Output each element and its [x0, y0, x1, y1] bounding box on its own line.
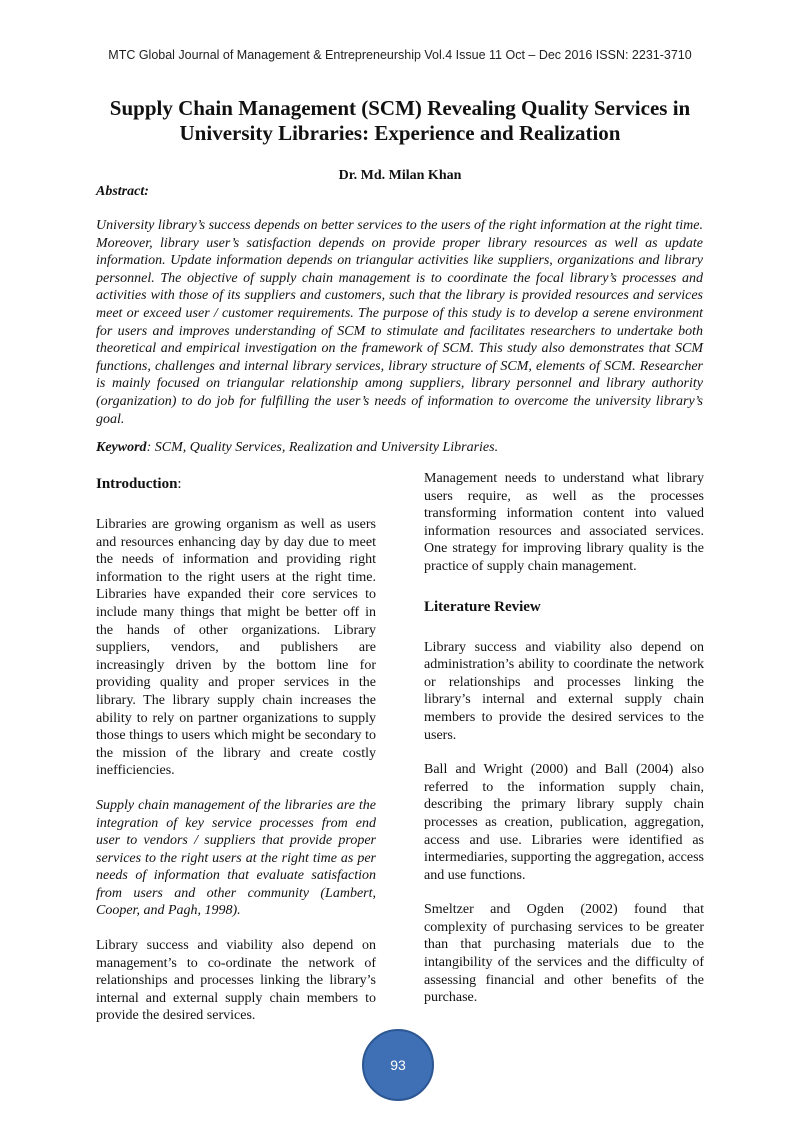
right-paragraph-1: Management needs to understand what library users require, as well as the processes transforming information content into valued information resources and associated services. One strategy for improving library quality is the practice of supply chain management. — [424, 471, 704, 574]
introduction-heading-text: Introduction — [96, 476, 178, 492]
abstract-heading: Abstract: — [96, 184, 149, 199]
literature-paragraph-1: Library success and viability also depend on administration’s ability to coordinate the network or relationships and processes linking the library’s internal and external supply chain members to provide the desired services to the users. — [424, 639, 704, 743]
literature-paragraph-2: Ball and Wright (2000) and Ball (2004) also referred to the information supply chain, describing the primary library supply chain processes as creation, publication, aggregation, access and use. Libraries were identified as intermediaries, supporting the aggregation, access and use functions. — [424, 762, 704, 883]
intro-paragraph-3: Library success and viability also depend on management’s to co-ordinate the network of relationships and processes linking the library’s internal and external supply chain members to provide the desired services. — [96, 938, 376, 1024]
keywords — [96, 439, 703, 457]
intro-paragraph-1: Libraries are growing organism as well as users and resources enhancing day by day due to meet the needs of information and providing right information to the right users at the right time. Libraries have expanded their core services to include many things that might be better off in the hands of other organizations. Library suppliers, vendors, and publishers are increasingly driven by the bottom line for providing quality and proper services in the library. The library supply chain increases the ability to rely on partner organizations to supply those things to users which might be secondary to the mission of the library and create costly inefficiencies. — [96, 517, 376, 779]
introduction-heading-colon: : — [177, 476, 182, 492]
abstract-text: University library’s success depends on better services to the users of the right information at the right time. Moreover, library user’s satisfaction depends on provide proper library resources as well as update information. Update information depends on triangular activities like suppliers, organizations and library personnel. The objective of supply chain management is to coordinate the focal library’s processes and activities with those of its suppliers and customers, such that the library is provided resources and services meet or exceed user / customer requirements. The purpose of this study is to develop a serene environment for users and improves understanding of SCM to stimulate and facilitates researchers to undertake both theoretical and empirical investigation on the framework of SCM. This study also demonstrates that SCM functions, challenges and internal library services, library structure of SCM, elements of SCM. Researcher is mainly focused on triangular relationship among suppliers, library personnel and library authority (organization) to do job for fulfilling the user’s needs of information to overcome the university library’s goal. — [96, 218, 703, 427]
left-column — [96, 470, 376, 1025]
intro-paragraph-2: Supply chain management of the libraries are the integration of key service processes from end user to vendors / suppliers that provide proper services to the right users at the right time as per needs of information that evaluate satisfaction from users and other community (Lambert, Cooper, and Pagh, 1998). — [96, 797, 376, 919]
keyword-text: : SCM, Quality Services, Realization and University Libraries. — [146, 440, 499, 455]
literature-review-heading: Literature Review — [424, 598, 541, 615]
page-number: 93 — [390, 1057, 406, 1073]
paper-title — [60, 96, 740, 146]
title-line-2: University Libraries: Experience and Realization — [179, 121, 621, 145]
introduction-heading — [96, 474, 376, 494]
title-line-1: Supply Chain Management (SCM) Revealing Quality Services in — [109, 96, 691, 120]
page-number-badge — [362, 1029, 434, 1101]
author-name: Dr. Md. Milan Khan — [338, 168, 462, 183]
keyword-label: Keyword — [96, 440, 147, 455]
running-header: MTC Global Journal of Management & Entrepreneurship Vol.4 Issue 11 Oct – Dec 2016 ISSN: 2231-3710 — [108, 48, 692, 62]
literature-paragraph-3: Smeltzer and Ogden (2002) found that complexity of purchasing services to be greater than that purchasing materials due to the intangibility of the services and the difficulty of assessing financial and other benefits of the purchase. — [424, 902, 704, 1006]
right-column — [424, 470, 704, 1007]
